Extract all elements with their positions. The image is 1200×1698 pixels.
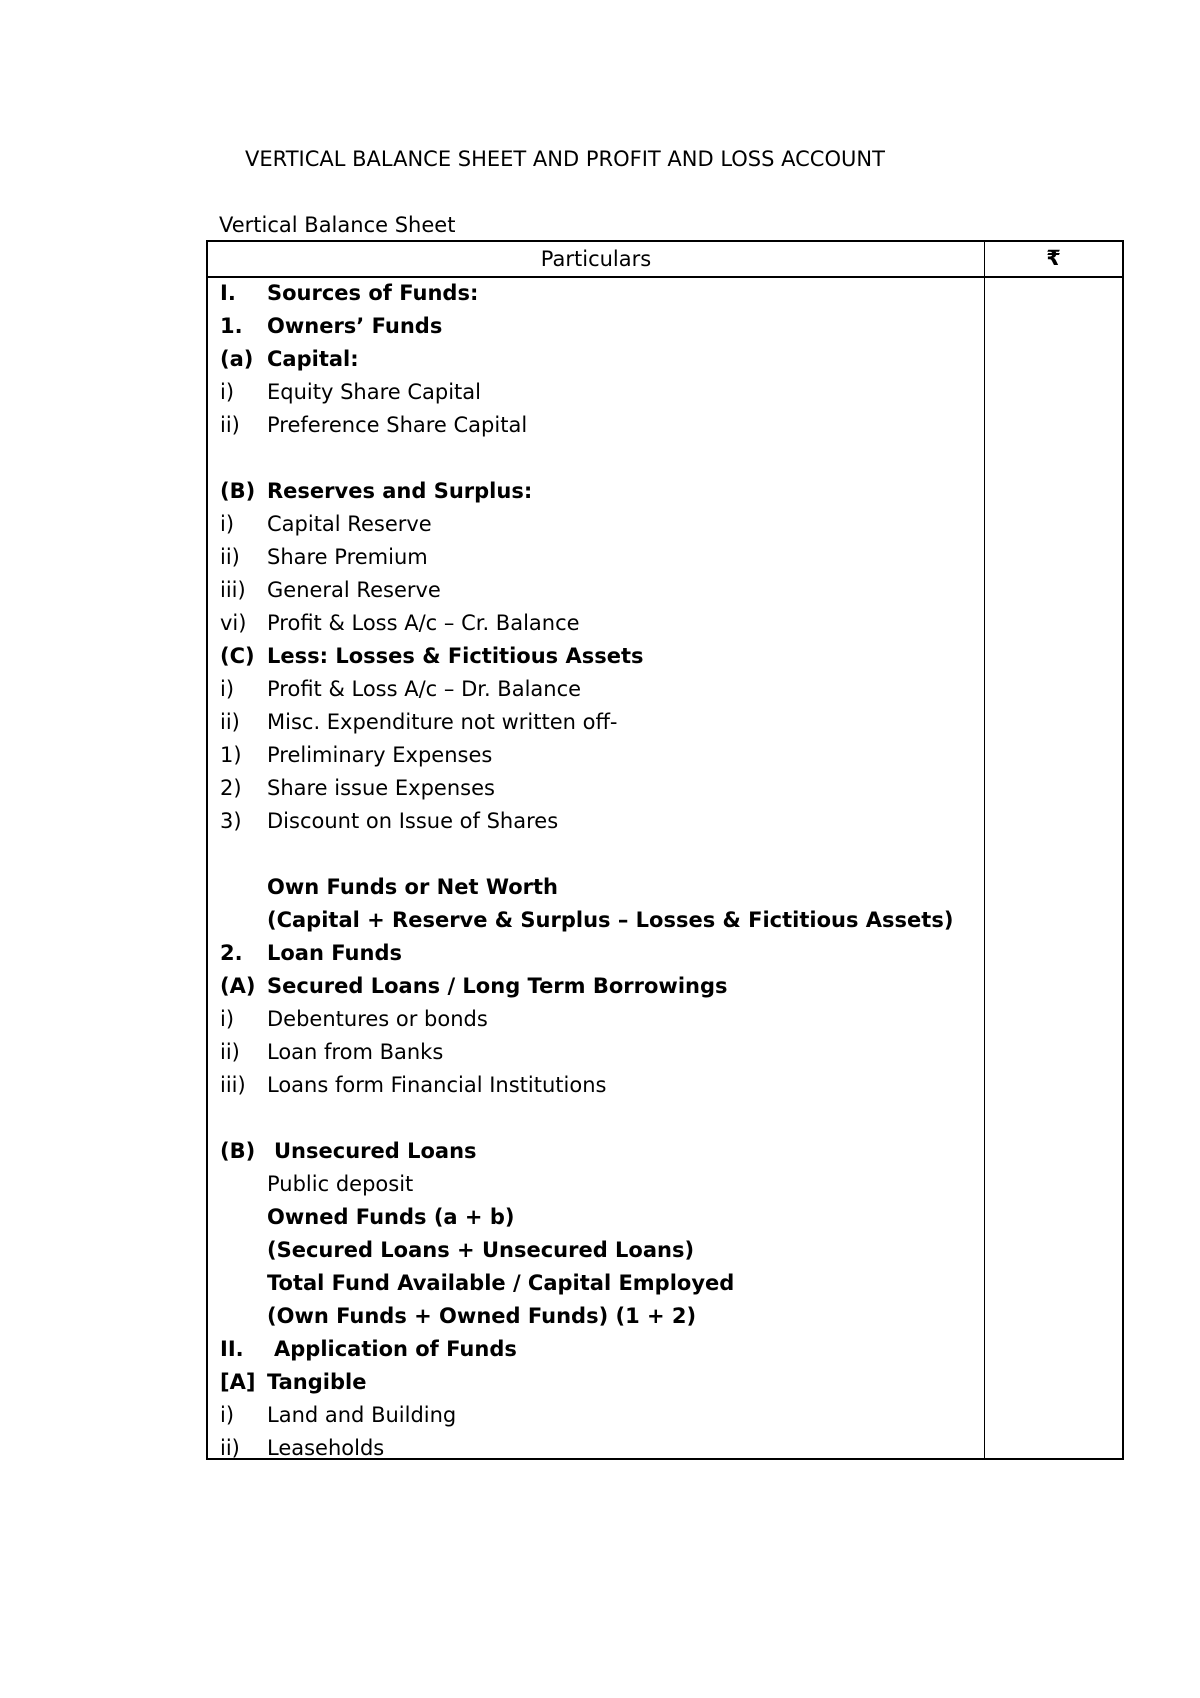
row-label: ii): [220, 1436, 240, 1460]
table-row: [208, 278, 984, 311]
table-row: [208, 1268, 984, 1301]
table-row: [208, 1301, 984, 1334]
row-text: (Capital + Reserve & Surplus – Losses & Fictitious Assets): [267, 908, 954, 932]
row-text: Total Fund Available / Capital Employed: [267, 1271, 735, 1295]
row-label: 1): [220, 743, 242, 767]
table-row: [208, 1169, 984, 1202]
row-label: 2.: [220, 941, 243, 965]
table-body: [208, 278, 984, 1466]
row-label: i): [220, 1403, 235, 1427]
document-title: VERTICAL BALANCE SHEET AND PROFIT AND LOSS ACCOUNT: [245, 147, 885, 171]
row-label: II.: [220, 1337, 244, 1361]
row-label: [A]: [220, 1370, 256, 1394]
row-label: (a): [220, 347, 254, 371]
row-text: Land and Building: [267, 1403, 457, 1427]
table-row: [208, 872, 984, 905]
row-label: I.: [220, 281, 236, 305]
table-row: [208, 542, 984, 575]
table-row: [208, 344, 984, 377]
row-label: iii): [220, 1073, 246, 1097]
row-text: Sources of Funds:: [267, 281, 479, 305]
row-label: (B): [220, 479, 256, 503]
row-label: (A): [220, 974, 256, 998]
table-row: [208, 1136, 984, 1169]
row-text: Owned Funds (a + b): [267, 1205, 515, 1229]
row-text: Capital Reserve: [267, 512, 432, 536]
table-row: [208, 839, 984, 872]
table-row: [208, 1004, 984, 1037]
row-text: General Reserve: [267, 578, 441, 602]
row-label: ii): [220, 545, 240, 569]
row-label: (C): [220, 644, 255, 668]
row-text: Loan from Banks: [267, 1040, 444, 1064]
row-label: i): [220, 380, 235, 404]
row-text: Discount on Issue of Shares: [267, 809, 559, 833]
table-row: [208, 1103, 984, 1136]
row-label: i): [220, 512, 235, 536]
table-row: [208, 1235, 984, 1268]
table-row: [208, 1037, 984, 1070]
table-row: [208, 674, 984, 707]
row-label: i): [220, 677, 235, 701]
row-label: ii): [220, 710, 240, 734]
row-label: iii): [220, 578, 246, 602]
table-row: [208, 806, 984, 839]
column-divider: [984, 242, 985, 1458]
row-label: 2): [220, 776, 242, 800]
balance-sheet-table: [206, 240, 1124, 1460]
table-row: [208, 740, 984, 773]
section-title: Vertical Balance Sheet: [219, 213, 456, 237]
row-text: Secured Loans / Long Term Borrowings: [267, 974, 728, 998]
table-row: [208, 509, 984, 542]
table-row: [208, 1433, 984, 1466]
row-text: Preliminary Expenses: [267, 743, 493, 767]
row-text: Tangible: [267, 1370, 367, 1394]
row-text: Loans form Financial Institutions: [267, 1073, 607, 1097]
table-row: [208, 311, 984, 344]
table-row: [208, 971, 984, 1004]
row-text: Equity Share Capital: [267, 380, 481, 404]
header-particulars: Particulars: [540, 247, 652, 271]
row-text: Application of Funds: [274, 1337, 517, 1361]
table-row: [208, 1202, 984, 1235]
table-row: [208, 1367, 984, 1400]
table-row: [208, 938, 984, 971]
row-text: Preference Share Capital: [267, 413, 528, 437]
row-label: i): [220, 1007, 235, 1031]
table-row: [208, 608, 984, 641]
table-row: [208, 1070, 984, 1103]
header-amount-rupee: ₹: [1046, 246, 1061, 270]
row-label: ii): [220, 413, 240, 437]
row-text: Leaseholds: [267, 1436, 385, 1460]
row-label: vi): [220, 611, 247, 635]
table-row: [208, 905, 984, 938]
row-text: Profit & Loss A/c – Cr. Balance: [267, 611, 580, 635]
row-text: Profit & Loss A/c – Dr. Balance: [267, 677, 582, 701]
row-text: Unsecured Loans: [274, 1139, 477, 1163]
table-row: [208, 575, 984, 608]
table-row: [208, 476, 984, 509]
row-text: Share Premium: [267, 545, 428, 569]
row-text: Loan Funds: [267, 941, 402, 965]
table-row: [208, 1400, 984, 1433]
row-text: Public deposit: [267, 1172, 414, 1196]
row-text: Owners’ Funds: [267, 314, 443, 338]
row-text: (Secured Loans + Unsecured Loans): [267, 1238, 695, 1262]
row-text: Own Funds or Net Worth: [267, 875, 559, 899]
row-text: Debentures or bonds: [267, 1007, 488, 1031]
row-text: (Own Funds + Owned Funds) (1 + 2): [267, 1304, 697, 1328]
row-text: Misc. Expenditure not written off-: [267, 710, 618, 734]
table-row: [208, 410, 984, 443]
row-text: Less: Losses & Fictitious Assets: [267, 644, 644, 668]
table-row: [208, 1334, 984, 1367]
row-text: Capital:: [267, 347, 359, 371]
row-label: (B): [220, 1139, 256, 1163]
row-label: ii): [220, 1040, 240, 1064]
row-label: 3): [220, 809, 242, 833]
row-text: Share issue Expenses: [267, 776, 495, 800]
table-header: [208, 242, 1122, 278]
table-row: [208, 707, 984, 740]
table-row: [208, 377, 984, 410]
table-row: [208, 443, 984, 476]
row-text: Reserves and Surplus:: [267, 479, 533, 503]
table-row: [208, 773, 984, 806]
table-row: [208, 641, 984, 674]
row-label: 1.: [220, 314, 243, 338]
